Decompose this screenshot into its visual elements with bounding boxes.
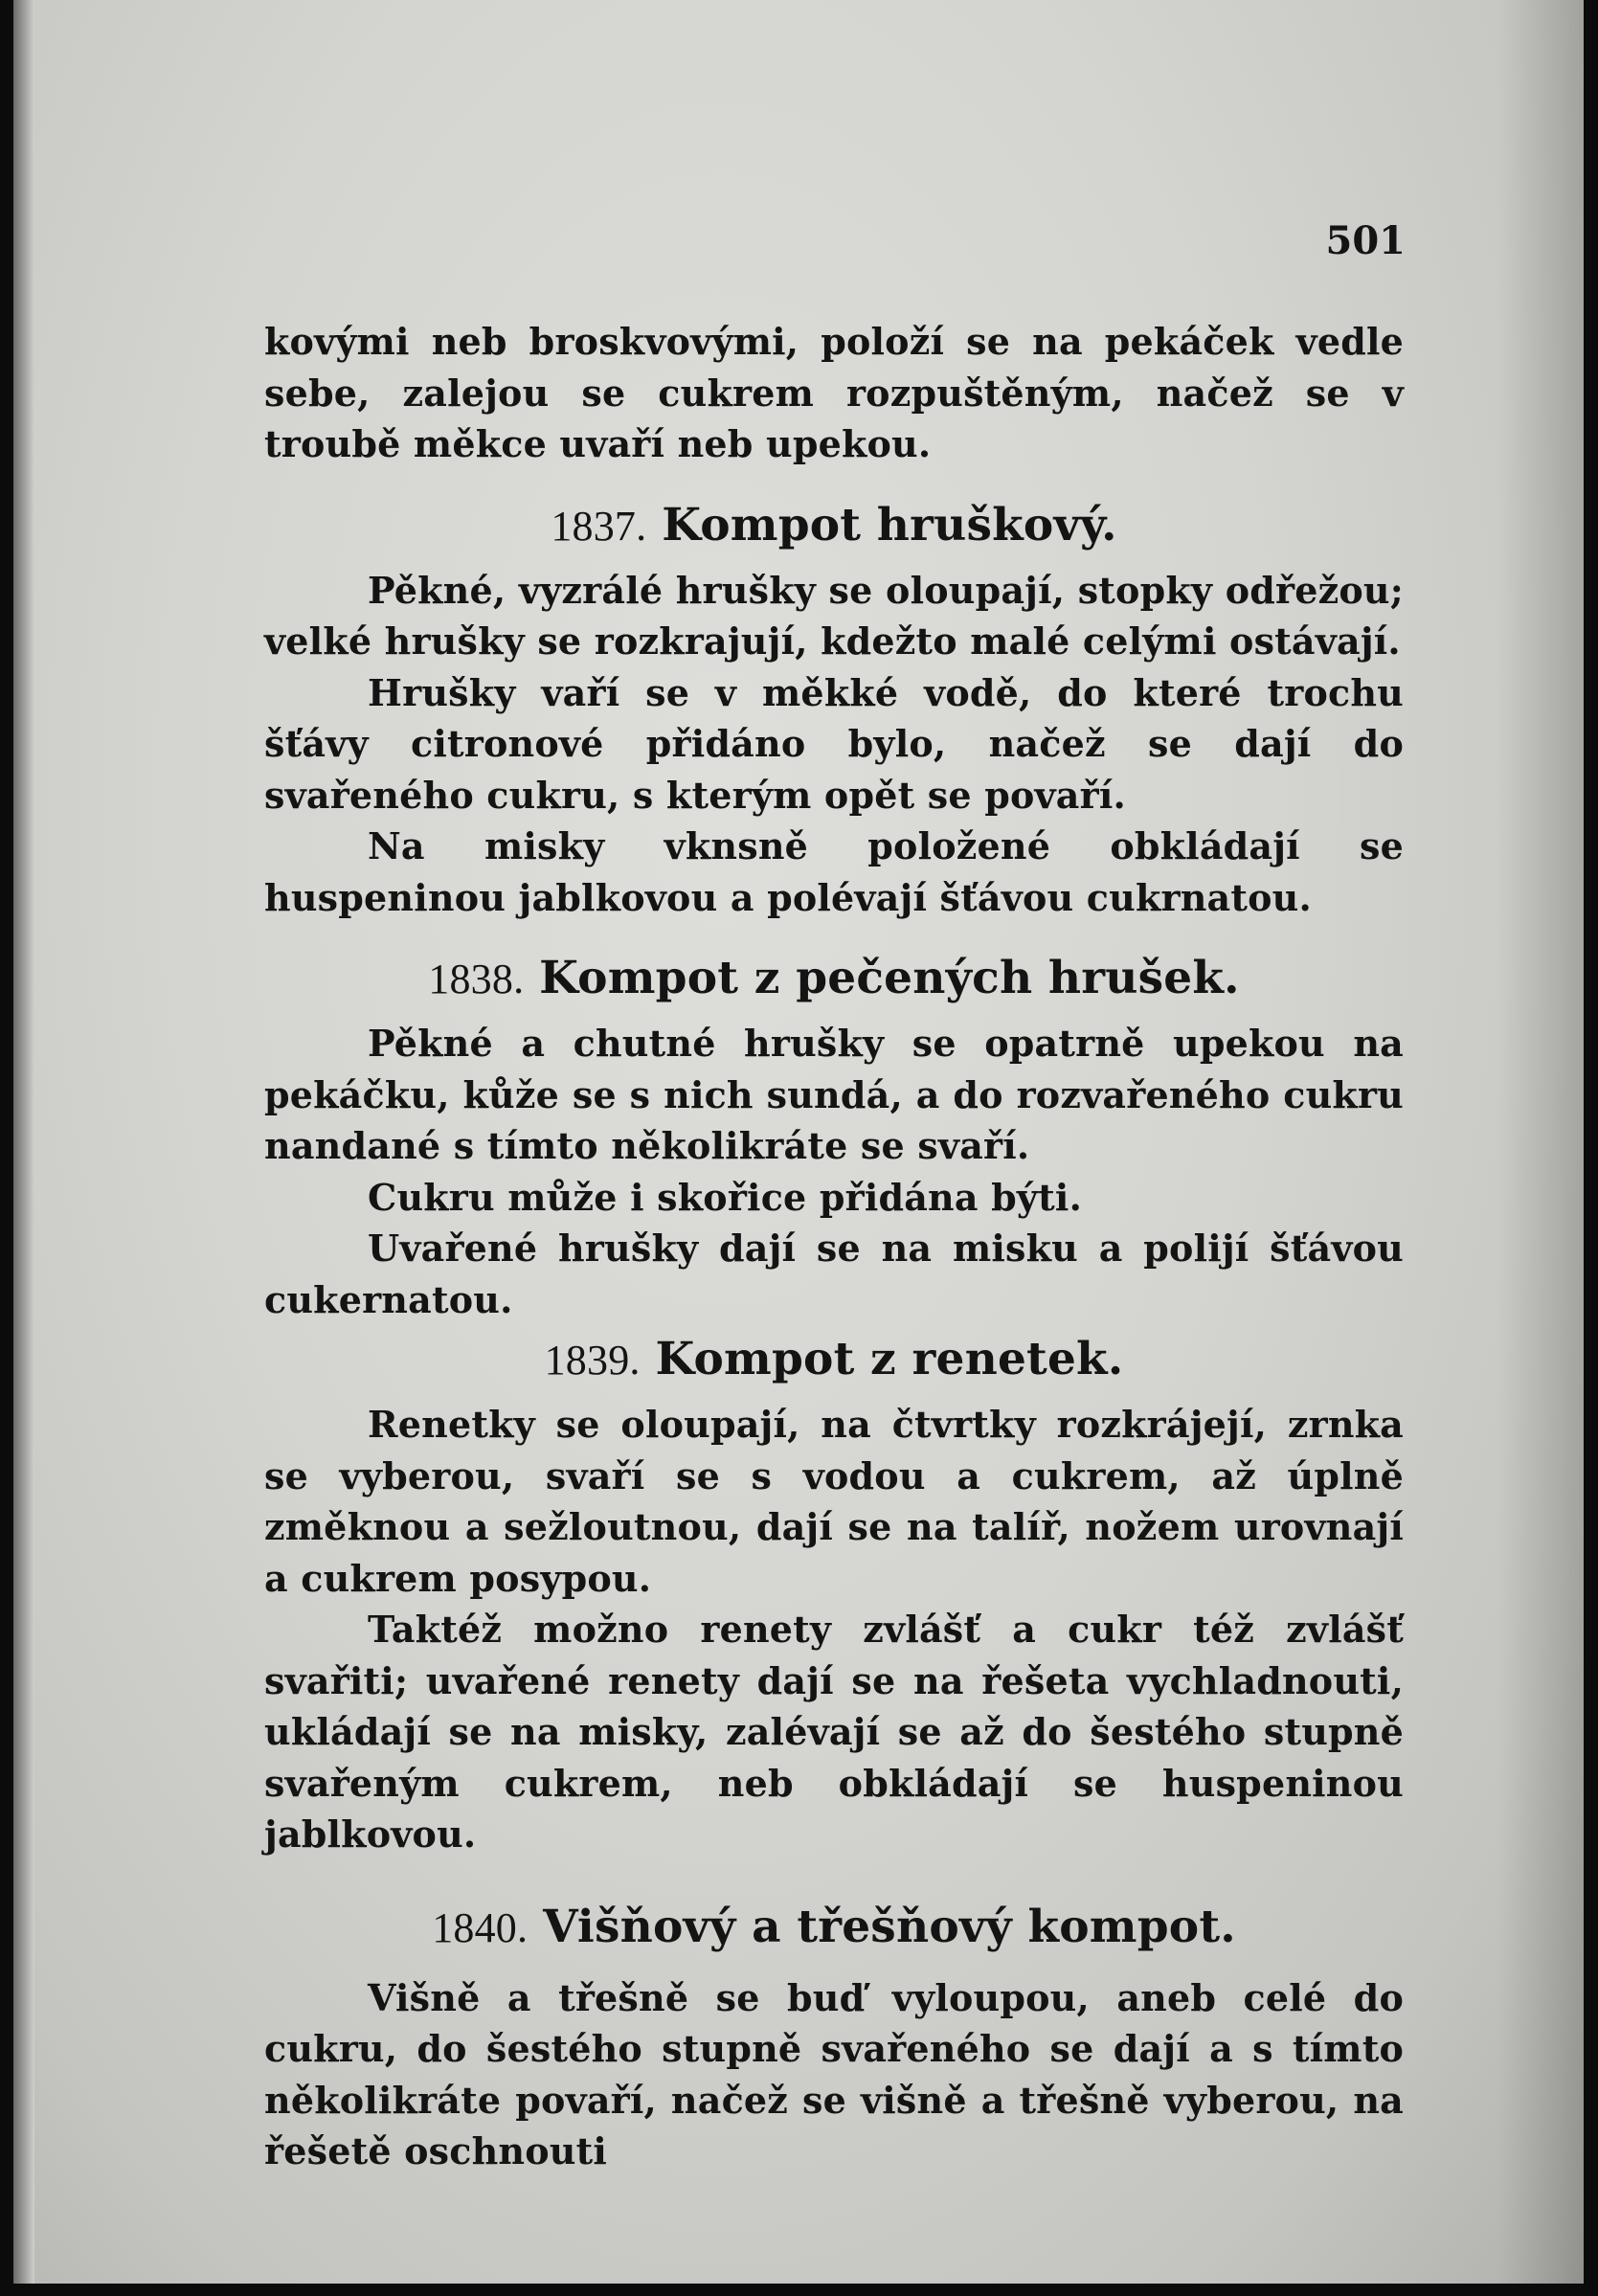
- recipe-heading-1837: [264, 470, 1404, 565]
- recipe-number: 1838.: [428, 956, 525, 1002]
- recipe-paragraph: Uvařené hrušky dají se na misku a polijí šťávou cukernatou.: [264, 1227, 1404, 1321]
- recipe-title: Kompot hruškový.: [662, 498, 1117, 551]
- page-binding-edge: [13, 0, 34, 2284]
- recipe-heading-1839: [264, 1325, 1404, 1399]
- recipe-paragraph: Renetky se oloupají, na čtvrtky rozkrájejí, zrnka se vyberou, svaří se s vodou a cukrem, až úplně změknou a sežloutnou, dají se na talíř, nožem urovnají a cukrem posypou.: [264, 1403, 1404, 1600]
- recipe-paragraph: Hrušky vaří se v měkké vodě, do které trochu šťávy citronové přidáno bylo, načež se dají do svařeného cukru, s kterým opět se povaří.: [264, 670, 1404, 817]
- recipe-paragraph: Višně a třešně se buď vyloupou, aneb celé do cukru, do šestého stupně svařeného se dají a s tímto několikráte povaří, načež se višně a třešně vyberou, na řešetě oschnouti: [264, 1975, 1404, 2172]
- recipe-number: 1839.: [544, 1337, 641, 1384]
- recipe-title: Kompot z pečených hrušek.: [539, 952, 1240, 1004]
- page-number: 501: [1325, 218, 1406, 263]
- intro-paragraph: kovými neb broskvovými, položí se na pekáček vedle sebe, zalejou se cukrem rozpuštěným, načež se v troubě měkce uvaří neb upekou.: [264, 320, 1404, 465]
- recipe-heading-1840: [264, 1860, 1404, 1972]
- recipe-paragraph: Pěkné a chutné hrušky se opatrně upekou na pekáčku, kůže se s nich sundá, a do rozvařeného cukru nandané s tímto několikráte se svaří.: [264, 1022, 1404, 1167]
- recipe-title: Kompot z renetek.: [655, 1333, 1124, 1385]
- recipe-number: 1840.: [432, 1903, 529, 1951]
- recipe-paragraph: Na misky vknsně položené obkládají se huspeninou jablkovou a polévají šťávou cukrnatou.: [264, 824, 1404, 919]
- recipe-title: Višňový a třešňový kompot.: [543, 1900, 1236, 1953]
- recipe-paragraph: Taktéž možno renety zvlášť a cukr též zvlášť svařiti; uvařené renety dají se na řešeta vychladnouti, ukládají se na misky, zalévají se až do šestého stupně svařeným cukrem, neb obkládají se huspeninou jablkovou.: [264, 1608, 1404, 1856]
- recipe-heading-1838: [264, 923, 1404, 1018]
- recipe-paragraph: Pěkné, vyzrálé hrušky se oloupají, stopky odřežou; velké hrušky se rozkrajují, kdežto malé celými ostávají.: [264, 568, 1404, 663]
- book-page: [13, 0, 1584, 2284]
- recipe-number: 1837.: [551, 502, 647, 550]
- text-block: [264, 316, 1404, 2177]
- recipe-paragraph: Cukru může i skořice přidána býti.: [368, 1175, 1083, 1219]
